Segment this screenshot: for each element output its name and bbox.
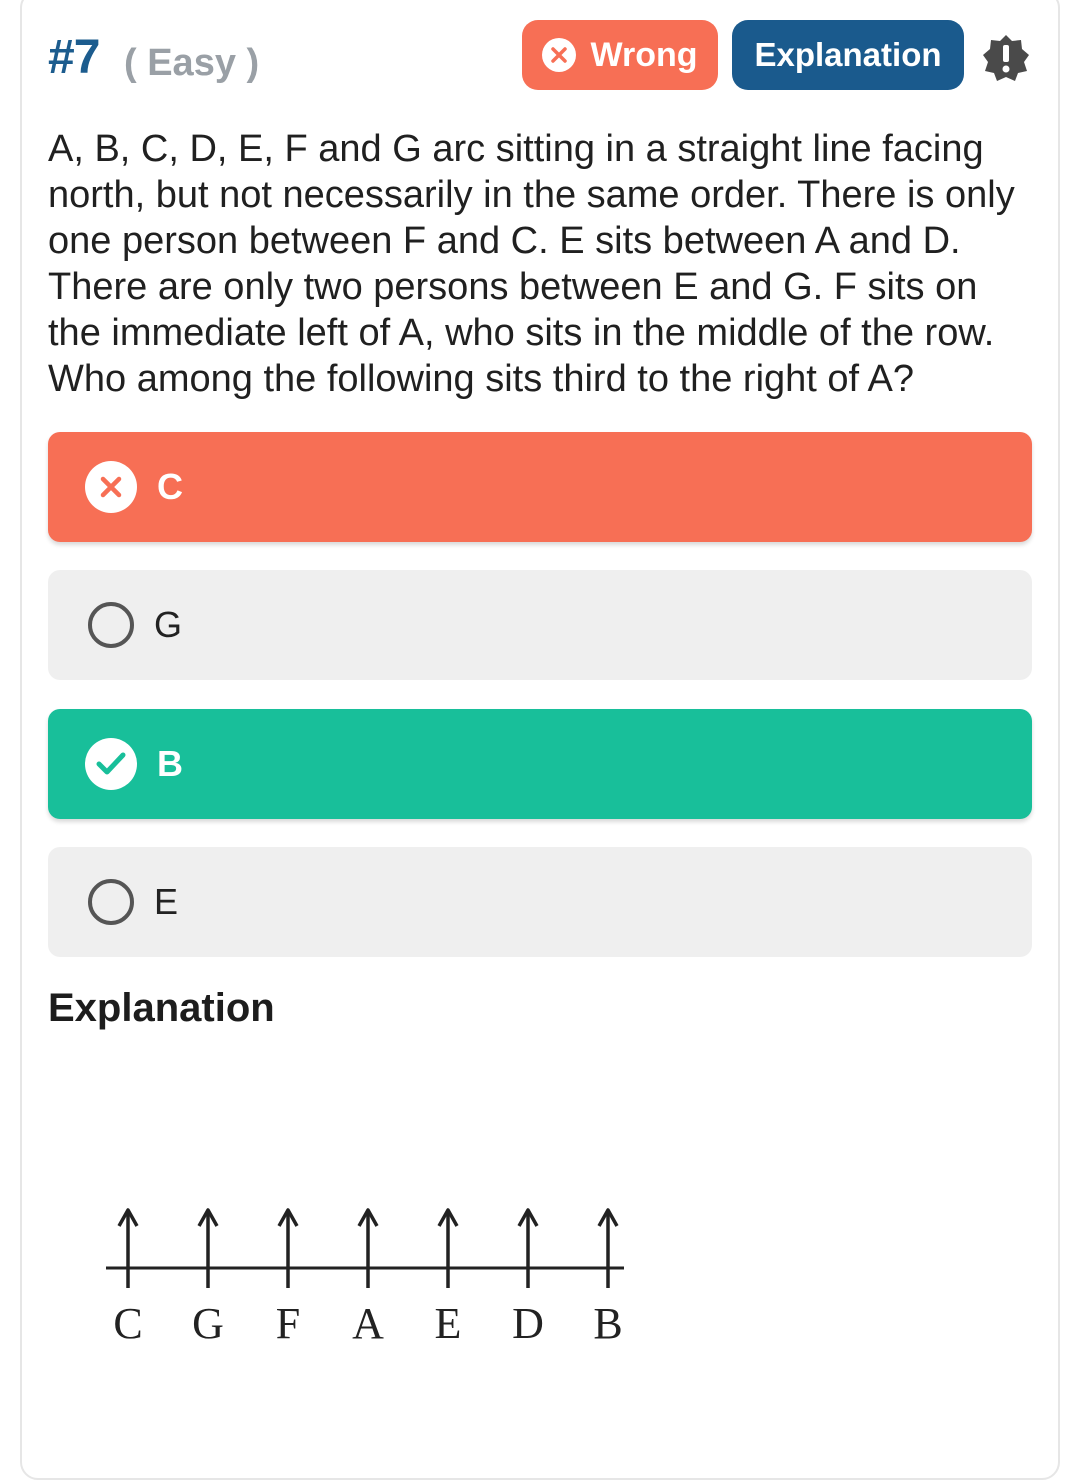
option-label: E	[154, 881, 179, 922]
question-text: A, B, C, D, E, F and G arc sitting in a straight line facing north, but not necessarily in the same order. There is only one person between F and C. E sits between A and D. There are only two persons between E and G. F sits on the immediate left of A, who sits in the middle of the row. Who among the following sits third to the right of A?	[48, 128, 1015, 400]
radio-unchecked-icon	[88, 602, 134, 648]
seat-label: F	[275, 1299, 301, 1348]
option-c[interactable]	[48, 432, 1032, 542]
explanation-heading: Explanation	[48, 986, 275, 1030]
up-arrow-icon	[359, 1210, 377, 1288]
seat-label: C	[113, 1299, 143, 1348]
seat-label: G	[192, 1299, 224, 1348]
option-b[interactable]	[48, 709, 1032, 819]
explanation-button[interactable]: Explanation	[732, 20, 964, 90]
option-g[interactable]	[48, 570, 1032, 680]
wrong-result-badge	[522, 20, 718, 90]
alert-badge-icon[interactable]	[982, 34, 1030, 82]
seating-diagram	[100, 1200, 640, 1360]
seat-label: B	[593, 1299, 623, 1348]
difficulty-label: ( Easy )	[124, 42, 260, 84]
option-label: C	[157, 466, 183, 507]
option-e[interactable]	[48, 847, 1032, 957]
up-arrow-icon	[439, 1210, 457, 1288]
up-arrow-icon	[519, 1210, 537, 1288]
close-icon	[542, 38, 576, 72]
up-arrow-icon	[599, 1210, 617, 1288]
question-header	[48, 20, 1038, 92]
seat-label: A	[352, 1299, 384, 1348]
option-label: G	[154, 604, 183, 645]
option-label: B	[157, 743, 183, 784]
close-icon	[85, 461, 137, 513]
up-arrow-icon	[279, 1210, 297, 1288]
result-label: Wrong	[590, 35, 698, 74]
seat-label: E	[434, 1299, 462, 1348]
radio-unchecked-icon	[88, 879, 134, 925]
up-arrow-icon	[119, 1210, 137, 1288]
checkmark-icon	[85, 738, 137, 790]
up-arrow-icon	[199, 1210, 217, 1288]
seat-label: D	[512, 1299, 544, 1348]
question-number: #7	[48, 31, 100, 84]
